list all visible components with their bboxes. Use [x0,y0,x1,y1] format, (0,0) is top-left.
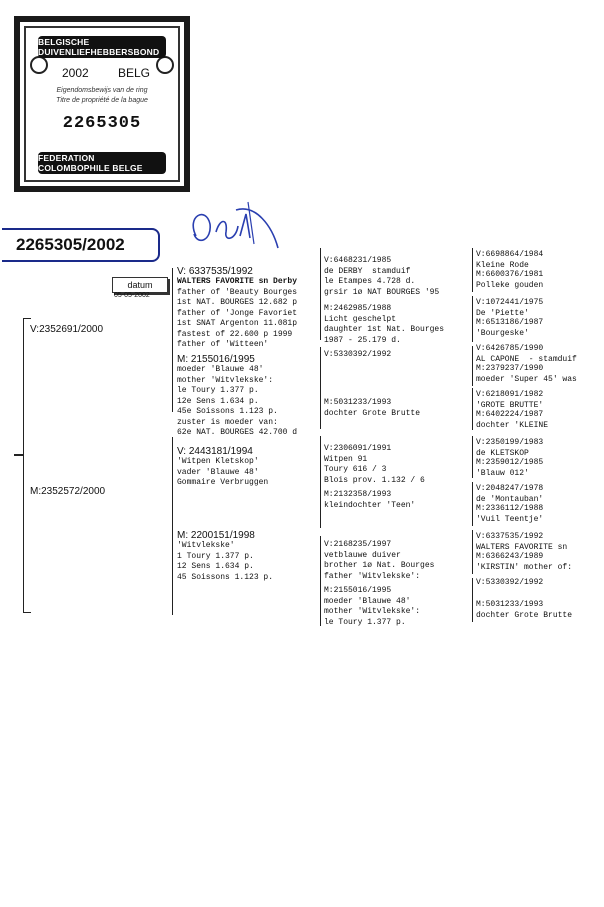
mother-ring: M:2352572/2000 [30,486,106,497]
pigeon-ring: M:2132358/1993 [324,490,392,499]
pigeon-note: 'Witvlekske' [177,541,235,550]
gen3-1 [324,304,444,346]
gen2-mf [177,446,268,489]
tree-line [472,530,473,574]
father-ring: V:2352691/2000 [30,324,104,335]
pigeon-ring: M:5031233/1993 [324,398,392,407]
gen3-2 [324,350,391,361]
pigeon-note: 'Bourgeske' [476,328,529,338]
pigeon-note: 12 Sens 1.634 p. [177,562,254,571]
pigeon-ring: V: 2443181/1994 [177,446,253,457]
gen3-7 [324,586,420,628]
ring-card-line1: Eigendomsbewijs van de ring [56,87,148,94]
pigeon-note: le Etampes 4.728 d. [324,277,416,286]
signature-icon [176,196,286,258]
pigeon-note: 'GROTE BRUTTE' [476,400,544,410]
pigeon-note: 'Blauw 012' [476,468,529,478]
gen2-fm [177,354,297,439]
tree-line [472,578,473,622]
tree-line [472,436,473,478]
pigeon-note: brother 1ø Nat. Bourges [324,561,435,570]
tree-line [472,388,473,430]
pigeon-ring: V:2350199/1983 [476,438,544,447]
pigeon-ring: V:2048247/1978 [476,484,544,493]
pigeon-note: Gommaire Verbruggen [177,478,269,487]
gen4-0 [476,250,543,271]
pigeon-note: 45 Soissons 1.123 p. [177,572,274,582]
gen4-10 [476,484,543,505]
tree-line [472,248,473,292]
pigeon-note: Licht geschelpt [324,314,397,324]
tree-line [172,268,173,412]
pigeon-ring: M:6402224/1987 [476,410,544,419]
pigeon-ring: M:2379237/1990 [476,364,544,373]
tree-line [23,318,31,319]
pigeon-note: father of 'Beauty Bourges [177,287,298,297]
ring-card [14,16,190,192]
pigeon-ring: M: 2200151/1998 [177,530,255,541]
pigeon-ring: M:6513186/1987 [476,318,544,327]
pigeon-note: AL CAPONE - stamduif [476,354,577,364]
gen3-3 [324,398,420,419]
gen2-ff [177,266,297,351]
gen4-12 [476,532,567,553]
datum-label: datum [112,277,168,293]
pigeon-note: mother 'Witvlekske': [177,375,274,385]
gen4-9 [476,458,543,479]
pigeon-note: 62e NAT. BOURGES 42.700 d [177,428,298,437]
pigeon-ring: V: 6337535/1992 [177,266,253,277]
gen4-6 [476,390,543,411]
pigeon-note: 'Vuil Teentje' [476,514,544,524]
pigeon-note: moeder 'Blauwe 48' [324,596,411,606]
pigeon-note: Kleine Rode [476,260,529,270]
gen3-6 [324,540,434,582]
gen4-15 [476,600,572,621]
tree-line [14,454,24,456]
pigeon-note: vader 'Blauwe 48' [177,467,259,477]
gen4-3 [476,318,543,339]
pigeon-ring: M: 2155016/1995 [177,354,255,365]
datum-value: 05-05-2002 [114,292,150,299]
pigeon-ring: M:6600376/1981 [476,270,544,279]
pigeon-ring: V:2168235/1997 [324,540,392,549]
pigeon-ring: M:2462985/1988 [324,304,392,313]
pigeon-ring: M:2359012/1985 [476,458,544,467]
tree-line [23,318,24,612]
gen4-7 [476,410,548,431]
gen4-2 [476,298,543,319]
pigeon-note: le Toury 1.377 p. [324,617,406,627]
ring-card-bottom-banner: FEDERATION COLOMBOPHILE BELGE [38,152,166,174]
pigeon-note: zuster is moeder van: [177,417,278,427]
ring-card-number: 2265305 [62,114,142,133]
pigeon-note: daughter 1st Nat. Bourges [324,325,445,334]
pigeon-note: 'KIRSTIN' mother of: [476,562,573,572]
pigeon-note: 'Witpen Kletskop' [177,457,259,466]
pigeon-note: 1 Toury 1.377 p. [177,551,254,561]
pigeon-note: 1987 - 25.179 d. [324,335,401,345]
pigeon-ring: V:2306091/1991 [324,444,392,453]
ring-card-frame [24,26,180,182]
pigeon-note: 45e Soissons 1.123 p. [177,407,278,416]
pigeon-note: dochter 'KLEINE [476,420,549,430]
pigeon-ring: V:6468231/1985 [324,256,392,265]
tree-line [472,296,473,342]
ring-card-line2: Titre de propriété de la bague [56,97,148,104]
tree-line [320,347,321,429]
pigeon-ring: V:6698864/1984 [476,250,544,259]
tree-line [23,612,31,613]
pigeon-note: le Toury 1.377 p. [177,386,259,395]
pigeon-note: De 'Piette' [476,308,529,318]
pigeon-ring: V:5330392/1992 [324,350,392,359]
pigeon-note: Toury 616 / 3 [324,465,387,474]
pigeon-note: 1st NAT. BOURGES 12.682 p [177,298,298,307]
pigeon-note: moeder 'Super 45' was [476,374,577,384]
pigeon-note: WALTERS FAVORITE sn [476,542,568,552]
ring-card-top-banner: BELGISCHE DUIVENLIEFHEBBERSBOND [38,36,166,58]
gen4-8 [476,438,543,459]
pigeon-note: dochter Grote Brutte [476,610,573,620]
tree-line [472,346,473,386]
pigeon-note: de KLETSKOP [476,448,529,458]
pigeon-ring: V:1072441/1975 [476,298,544,307]
pigeon-note: kleindochter 'Teen' [324,500,416,510]
pigeon-id-box [2,228,160,262]
pigeon-note: father of 'Jonge Favoriet [177,308,298,318]
pigeon-note: vetblauwe duiver [324,550,401,560]
pigeon-ring: V:6426785/1990 [476,344,544,353]
pigeon-id: 2265305/2002 [16,235,125,254]
ring-card-year: 2002 [62,66,89,80]
pigeon-note: father 'Witvlekske': [324,571,421,581]
pigeon-note: moeder 'Blauwe 48' [177,365,264,374]
pigeon-note: WALTERS FAVORITE sn Derby [177,277,298,286]
pigeon-note: 12e Sens 1.634 p. [177,396,259,406]
gen3-5 [324,490,415,511]
pigeon-note: mother 'Witvlekske': [324,607,421,616]
pigeon-note: de 'Montauban' [476,494,544,504]
pigeon-note: Witpen 91 [324,454,368,464]
tree-line [320,436,321,528]
tree-line [320,536,321,626]
gen4-4 [476,344,577,365]
gen2-mm [177,530,273,583]
pigeon-note: dochter Grote Brutte [324,408,421,418]
pigeon-ring: V:6337535/1992 [476,532,544,541]
ornament-icon [30,56,48,74]
gen4-14 [476,578,543,589]
tree-line [172,437,173,615]
tree-line [320,248,321,340]
gen4-13 [476,552,572,573]
ring-card-country: BELG [118,66,151,80]
tree-line [472,482,473,526]
pigeon-note: father of 'Witteen' [177,340,269,349]
gen3-0 [324,256,439,298]
pigeon-note: grsir 1ø NAT BOURGES '95 [324,287,440,297]
pigeon-ring: M:5031233/1993 [476,600,544,609]
gen4-1 [476,270,543,291]
pigeon-note: Polleke gouden [476,280,544,290]
ornament-icon [156,56,174,74]
pigeon-note: fastest of 22.600 p 1999 [177,329,293,339]
pigeon-note: 1st SNAT Argenton 11.081p [177,319,298,328]
pigeon-ring: V:6218091/1982 [476,390,544,399]
gen3-4 [324,444,425,486]
pigeon-note: Blois prov. 1.132 / 6 [324,475,425,485]
gen4-5 [476,364,577,385]
pigeon-note: de DERBY stamduif [324,266,411,276]
pigeon-ring: V:5330392/1992 [476,578,544,587]
pigeon-ring: M:2155016/1995 [324,586,392,595]
pigeon-ring: M:6366243/1989 [476,552,544,561]
gen4-11 [476,504,543,525]
pigeon-ring: M:2336112/1988 [476,504,544,513]
